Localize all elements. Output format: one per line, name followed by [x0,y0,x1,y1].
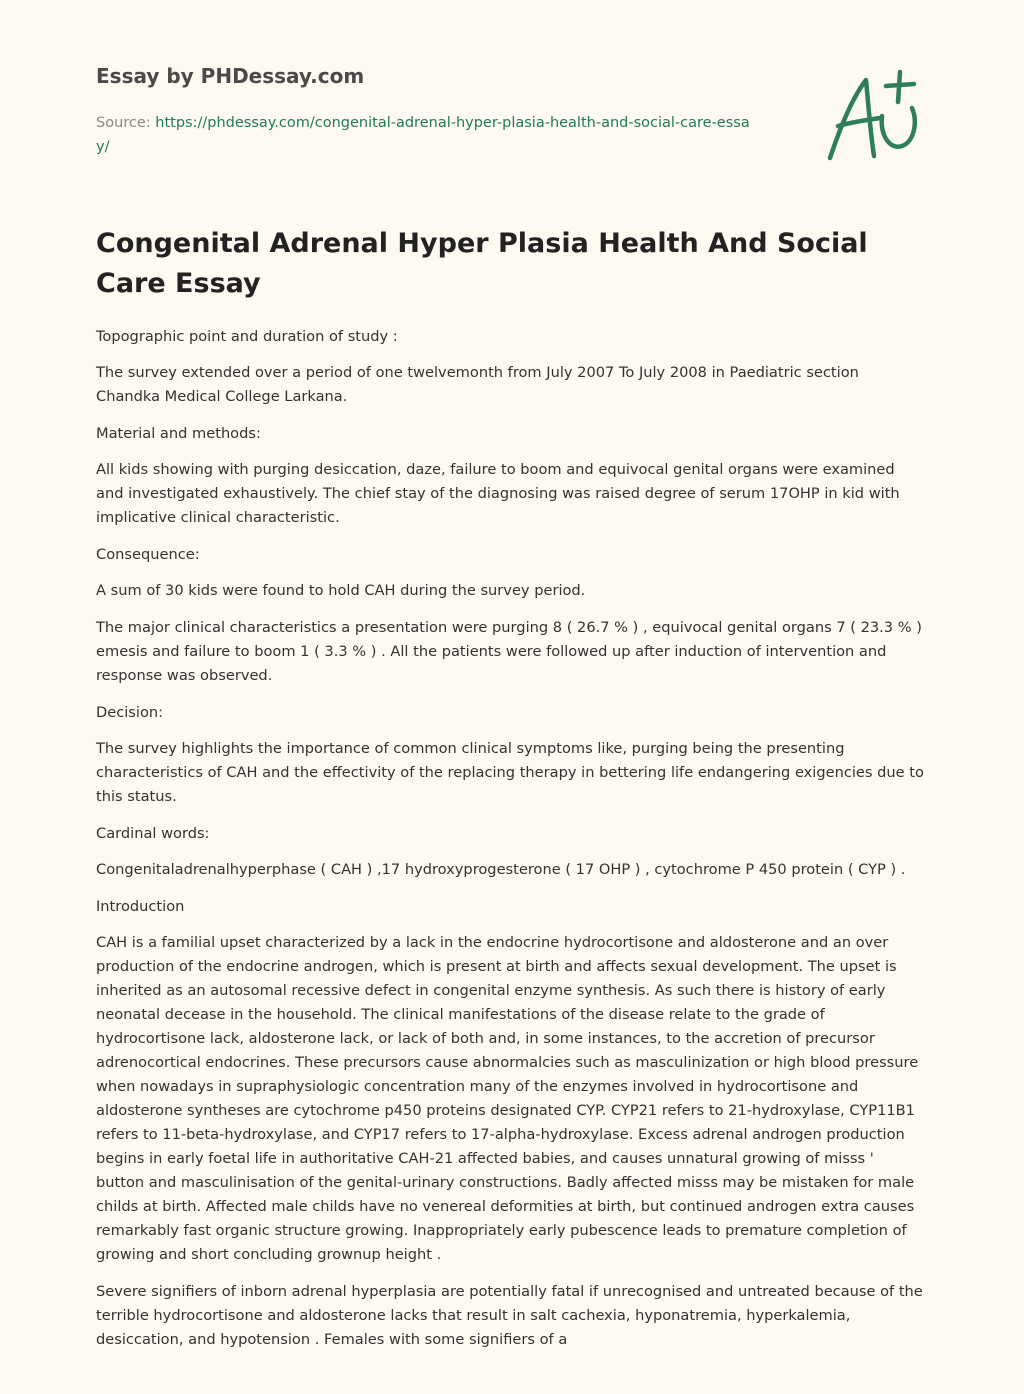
essay-title: Congenital Adrenal Hyper Plasia Health And Social Care Essay [96,228,868,299]
paragraph: Cardinal words: [96,825,210,842]
paragraph: A sum of 30 kids were found to hold CAH during the survey period. [96,582,586,599]
paragraph: Material and methods: [96,425,261,442]
a-plus-logo-icon [818,68,930,164]
essay-body [96,325,926,1365]
paragraph: The survey extended over a period of one twelvemonth from July 2007 To July 2008 in Paediatric section Chandka Medical College Larkana. [96,364,859,405]
source-link[interactable]: https://phdessay.com/congenital-adrenal-hyper-plasia-health-and-social-care-essay/ [96,115,750,155]
site-title: Essay by PHDessay.com [96,64,365,88]
source-label: Source: [96,115,151,131]
paragraph: All kids showing with purging desiccation, daze, failure to boom and equivocal genital organs were examined and investigated exhaustively. The chief stay of the diagnosing was raised degree of serum 17OHP in kid with implicative clinical characteristic. [96,461,900,526]
paragraph: Congenitaladrenalhyperphase ( CAH ) ,17 hydroxyprogesterone ( 17 OHP ) , cytochrome P 450 protein ( CYP ) . [96,861,906,878]
paragraph: The survey highlights the importance of common clinical symptoms like, purging being the presenting characteristics of CAH and the effectivity of the replacing therapy in bettering life endangering exigencies due to this status. [96,740,924,805]
source-line [96,111,756,159]
paragraph: Consequence: [96,546,200,563]
paragraph: Topographic point and duration of study : [96,328,398,345]
paragraph: Introduction [96,898,185,915]
paragraph: Severe signifiers of inborn adrenal hyperplasia are potentially fatal if unrecognised and untreated because of the terrible hydrocortisone and aldosterone lacks that result in salt cachexia, hyponatremia, hyperkalemia, desiccation, and hypotension . Females with some signifiers of a [96,1283,923,1348]
paragraph: Decision: [96,704,164,721]
paragraph: CAH is a familial upset characterized by a lack in the endocrine hydrocortisone and aldosterone and an over production of the endocrine androgen, which is present at birth and affects sexual development. The upset is inherited as an autosomal recessive defect in congenital enzyme synthesis. As such there is history of early neonatal decease in the household. The clinical manifestations of the disease relate to the grade of hydrocortisone lack, aldosterone lack, or lack of both and, in some instances, to the accretion of precursor adrenocortical endocrines. These precursors cause abnormalcies such as masculinization or high blood pressure when nowadays in supraphysiologic concentration many of the enzymes involved in hydrocortisone and aldosterone syntheses are cytochrome p450 proteins designated CYP. CYP21 refers to 21-hydroxylase, CYP11B1 refers to 11-beta-hydroxylase, and CYP17 refers to 17-alpha-hydroxylase. Excess adrenal androgen production begins in early foetal life in authoritative CAH-21 affected babies, and causes unnatural growing of misss ' button and masculinisation of the genital-urinary constructions. Badly affected misss may be mistaken for male childs at birth. Affected male childs have no venereal deformities at birth, but continued androgen extra causes remarkably fast organic structure growing. Inappropriately early pubescence leads to premature completion of growing and short concluding grownup height . [96,934,919,1263]
paragraph: The major clinical characteristics a presentation were purging 8 ( 26.7 % ) , equivocal genital organs 7 ( 23.3 % ) emesis and failure to boom 1 ( 3.3 % ) . All the patients were followed up after induction of intervention and response was observed. [96,619,922,684]
